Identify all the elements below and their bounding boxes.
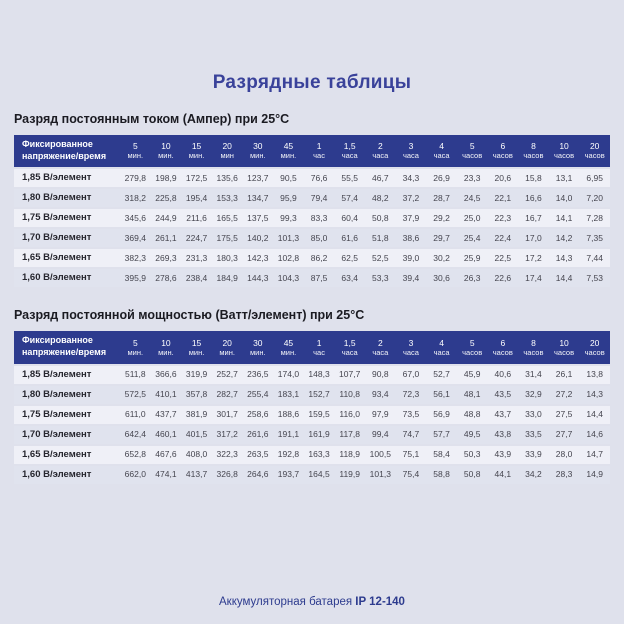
column-header: 15 мин. <box>181 331 212 363</box>
value-cell: 22,4 <box>488 229 519 247</box>
value-cell: 43,7 <box>488 406 519 424</box>
value-cell: 395,9 <box>120 269 151 287</box>
column-header: 8 часов <box>518 135 549 167</box>
value-cell: 134,7 <box>243 189 274 207</box>
table-row <box>14 209 610 227</box>
value-cell: 279,8 <box>120 169 151 187</box>
value-cell: 56,1 <box>426 386 457 404</box>
value-cell: 34,2 <box>518 466 549 484</box>
value-cell: 236,5 <box>243 366 274 384</box>
value-cell: 101,3 <box>365 466 396 484</box>
column-header: 20 часов <box>579 331 610 363</box>
table-row <box>14 366 610 384</box>
value-cell: 258,6 <box>243 406 274 424</box>
column-header: 5 мин. <box>120 331 151 363</box>
value-cell: 164,5 <box>304 466 335 484</box>
column-header: 10 часов <box>549 331 580 363</box>
column-header: 5 часов <box>457 331 488 363</box>
value-cell: 56,9 <box>426 406 457 424</box>
value-cell: 345,6 <box>120 209 151 227</box>
value-cell: 27,2 <box>549 386 580 404</box>
value-cell: 37,9 <box>396 209 427 227</box>
value-cell: 14,3 <box>549 249 580 267</box>
value-cell: 369,4 <box>120 229 151 247</box>
value-cell: 413,7 <box>181 466 212 484</box>
value-cell: 39,4 <box>396 269 427 287</box>
value-cell: 50,3 <box>457 446 488 464</box>
value-cell: 317,2 <box>212 426 243 444</box>
row-label: 1,80 В/элемент <box>14 386 120 404</box>
value-cell: 118,9 <box>334 446 365 464</box>
value-cell: 100,5 <box>365 446 396 464</box>
value-cell: 75,1 <box>396 446 427 464</box>
value-cell: 50,8 <box>365 209 396 227</box>
value-cell: 57,4 <box>334 189 365 207</box>
section-heading-power: Разряд постоянной мощностью (Ватт/элемент) при 25°C <box>14 308 365 323</box>
value-cell: 119,9 <box>334 466 365 484</box>
row-label: 1,65 В/элемент <box>14 446 120 464</box>
column-header: 5 часов <box>457 135 488 167</box>
column-header: 30 мин. <box>243 331 274 363</box>
value-cell: 15,8 <box>518 169 549 187</box>
row-label: 1,70 В/элемент <box>14 229 120 247</box>
column-header: 6 часов <box>488 135 519 167</box>
value-cell: 20,6 <box>488 169 519 187</box>
discharge-table-constant-current <box>14 133 610 289</box>
value-cell: 117,8 <box>334 426 365 444</box>
value-cell: 24,5 <box>457 189 488 207</box>
section-heading-current: Разряд постоянным током (Ампер) при 25°C <box>14 112 290 126</box>
value-cell: 326,8 <box>212 466 243 484</box>
value-cell: 43,5 <box>488 386 519 404</box>
table-row <box>14 249 610 267</box>
value-cell: 116,0 <box>334 406 365 424</box>
value-cell: 95,9 <box>273 189 304 207</box>
value-cell: 48,2 <box>365 189 396 207</box>
value-cell: 148,3 <box>304 366 335 384</box>
value-cell: 165,5 <box>212 209 243 227</box>
value-cell: 357,8 <box>181 386 212 404</box>
value-cell: 101,3 <box>273 229 304 247</box>
value-cell: 40,6 <box>488 366 519 384</box>
value-cell: 159,5 <box>304 406 335 424</box>
value-cell: 282,7 <box>212 386 243 404</box>
value-cell: 14,2 <box>549 229 580 247</box>
value-cell: 33,0 <box>518 406 549 424</box>
value-cell: 195,4 <box>181 189 212 207</box>
value-cell: 410,1 <box>151 386 182 404</box>
value-cell: 104,3 <box>273 269 304 287</box>
column-header: 8 часов <box>518 331 549 363</box>
fixed-voltage-time-header: Фиксированное напряжение/время <box>14 331 120 363</box>
value-cell: 652,8 <box>120 446 151 464</box>
value-cell: 14,6 <box>579 426 610 444</box>
value-cell: 382,3 <box>120 249 151 267</box>
value-cell: 153,3 <box>212 189 243 207</box>
value-cell: 7,20 <box>579 189 610 207</box>
row-label: 1,85 В/элемент <box>14 169 120 187</box>
value-cell: 7,35 <box>579 229 610 247</box>
value-cell: 662,0 <box>120 466 151 484</box>
value-cell: 224,7 <box>181 229 212 247</box>
column-header: 45 мин. <box>273 331 304 363</box>
value-cell: 48,8 <box>457 406 488 424</box>
value-cell: 31,4 <box>518 366 549 384</box>
value-cell: 17,4 <box>518 269 549 287</box>
value-cell: 319,9 <box>181 366 212 384</box>
value-cell: 25,4 <box>457 229 488 247</box>
value-cell: 408,0 <box>181 446 212 464</box>
value-cell: 13,8 <box>579 366 610 384</box>
table-row <box>14 269 610 287</box>
table-row <box>14 386 610 404</box>
column-header: 4 часа <box>426 331 457 363</box>
value-cell: 43,8 <box>488 426 519 444</box>
value-cell: 28,3 <box>549 466 580 484</box>
value-cell: 90,5 <box>273 169 304 187</box>
value-cell: 318,2 <box>120 189 151 207</box>
footer-text: Аккумуляторная батарея <box>219 596 353 608</box>
row-label: 1,65 В/элемент <box>14 249 120 267</box>
value-cell: 152,7 <box>304 386 335 404</box>
value-cell: 93,4 <box>365 386 396 404</box>
row-label: 1,85 В/элемент <box>14 366 120 384</box>
value-cell: 175,5 <box>212 229 243 247</box>
value-cell: 46,7 <box>365 169 396 187</box>
value-cell: 26,9 <box>426 169 457 187</box>
value-cell: 191,1 <box>273 426 304 444</box>
value-cell: 7,44 <box>579 249 610 267</box>
value-cell: 45,9 <box>457 366 488 384</box>
value-cell: 17,2 <box>518 249 549 267</box>
row-label: 1,60 В/элемент <box>14 466 120 484</box>
table-header-row <box>14 135 610 167</box>
fixed-voltage-time-header: Фиксированное напряжение/время <box>14 135 120 167</box>
value-cell: 49,5 <box>457 426 488 444</box>
column-header: 10 часов <box>549 135 580 167</box>
value-cell: 238,4 <box>181 269 212 287</box>
value-cell: 161,9 <box>304 426 335 444</box>
value-cell: 53,3 <box>365 269 396 287</box>
value-cell: 6,95 <box>579 169 610 187</box>
value-cell: 140,2 <box>243 229 274 247</box>
value-cell: 135,6 <box>212 169 243 187</box>
value-cell: 27,5 <box>549 406 580 424</box>
table-row <box>14 229 610 247</box>
value-cell: 25,9 <box>457 249 488 267</box>
value-cell: 611,0 <box>120 406 151 424</box>
value-cell: 211,6 <box>181 209 212 227</box>
value-cell: 322,3 <box>212 446 243 464</box>
value-cell: 252,7 <box>212 366 243 384</box>
value-cell: 261,1 <box>151 229 182 247</box>
value-cell: 163,3 <box>304 446 335 464</box>
value-cell: 225,8 <box>151 189 182 207</box>
value-cell: 30,6 <box>426 269 457 287</box>
value-cell: 26,3 <box>457 269 488 287</box>
value-cell: 60,4 <box>334 209 365 227</box>
value-cell: 99,3 <box>273 209 304 227</box>
value-cell: 467,6 <box>151 446 182 464</box>
column-header: 4 часа <box>426 135 457 167</box>
value-cell: 301,7 <box>212 406 243 424</box>
value-cell: 27,7 <box>549 426 580 444</box>
value-cell: 48,1 <box>457 386 488 404</box>
value-cell: 172,5 <box>181 169 212 187</box>
value-cell: 107,7 <box>334 366 365 384</box>
value-cell: 51,8 <box>365 229 396 247</box>
table-header-row <box>14 331 610 363</box>
value-cell: 7,53 <box>579 269 610 287</box>
footer <box>0 596 624 608</box>
value-cell: 22,6 <box>488 269 519 287</box>
row-label: 1,75 В/элемент <box>14 209 120 227</box>
row-label: 1,60 В/элемент <box>14 269 120 287</box>
value-cell: 244,9 <box>151 209 182 227</box>
column-header: 1,5 часа <box>334 331 365 363</box>
value-cell: 30,2 <box>426 249 457 267</box>
row-label: 1,70 В/элемент <box>14 426 120 444</box>
value-cell: 123,7 <box>243 169 274 187</box>
value-cell: 58,4 <box>426 446 457 464</box>
column-header: 6 часов <box>488 331 519 363</box>
value-cell: 14,4 <box>549 269 580 287</box>
value-cell: 14,9 <box>579 466 610 484</box>
value-cell: 55,5 <box>334 169 365 187</box>
value-cell: 263,5 <box>243 446 274 464</box>
value-cell: 28,7 <box>426 189 457 207</box>
value-cell: 261,6 <box>243 426 274 444</box>
value-cell: 255,4 <box>243 386 274 404</box>
value-cell: 26,1 <box>549 366 580 384</box>
value-cell: 62,5 <box>334 249 365 267</box>
column-header: 1 час <box>304 331 335 363</box>
value-cell: 137,5 <box>243 209 274 227</box>
value-cell: 16,6 <box>518 189 549 207</box>
value-cell: 110,8 <box>334 386 365 404</box>
value-cell: 511,8 <box>120 366 151 384</box>
column-header: 20 мин. <box>212 331 243 363</box>
value-cell: 22,5 <box>488 249 519 267</box>
value-cell: 7,28 <box>579 209 610 227</box>
value-cell: 29,2 <box>426 209 457 227</box>
discharge-table-constant-power <box>14 329 610 485</box>
value-cell: 366,6 <box>151 366 182 384</box>
column-header: 2 часа <box>365 135 396 167</box>
value-cell: 39,0 <box>396 249 427 267</box>
value-cell: 642,4 <box>120 426 151 444</box>
value-cell: 29,7 <box>426 229 457 247</box>
value-cell: 44,1 <box>488 466 519 484</box>
column-header: 45 мин. <box>273 135 304 167</box>
value-cell: 264,6 <box>243 466 274 484</box>
value-cell: 33,5 <box>518 426 549 444</box>
value-cell: 231,3 <box>181 249 212 267</box>
row-label: 1,80 В/элемент <box>14 189 120 207</box>
value-cell: 99,4 <box>365 426 396 444</box>
table-row <box>14 466 610 484</box>
value-cell: 67,0 <box>396 366 427 384</box>
value-cell: 52,5 <box>365 249 396 267</box>
column-header: 15 мин. <box>181 135 212 167</box>
column-header: 30 мин. <box>243 135 274 167</box>
value-cell: 14,4 <box>579 406 610 424</box>
value-cell: 75,4 <box>396 466 427 484</box>
value-cell: 14,7 <box>579 446 610 464</box>
value-cell: 90,8 <box>365 366 396 384</box>
value-cell: 198,9 <box>151 169 182 187</box>
column-header: 1,5 часа <box>334 135 365 167</box>
value-cell: 193,7 <box>273 466 304 484</box>
value-cell: 43,9 <box>488 446 519 464</box>
column-header: 3 часа <box>396 331 427 363</box>
value-cell: 33,9 <box>518 446 549 464</box>
value-cell: 22,3 <box>488 209 519 227</box>
value-cell: 192,8 <box>273 446 304 464</box>
column-header: 20 мин <box>212 135 243 167</box>
column-header: 5 мин. <box>120 135 151 167</box>
value-cell: 14,1 <box>549 209 580 227</box>
value-cell: 572,5 <box>120 386 151 404</box>
value-cell: 437,7 <box>151 406 182 424</box>
value-cell: 28,0 <box>549 446 580 464</box>
value-cell: 83,3 <box>304 209 335 227</box>
value-cell: 34,3 <box>396 169 427 187</box>
value-cell: 85,0 <box>304 229 335 247</box>
value-cell: 38,6 <box>396 229 427 247</box>
value-cell: 401,5 <box>181 426 212 444</box>
value-cell: 72,3 <box>396 386 427 404</box>
table-row <box>14 446 610 464</box>
value-cell: 188,6 <box>273 406 304 424</box>
battery-model-label: IP 12-140 <box>355 596 405 608</box>
value-cell: 460,1 <box>151 426 182 444</box>
value-cell: 25,0 <box>457 209 488 227</box>
value-cell: 58,8 <box>426 466 457 484</box>
value-cell: 74,7 <box>396 426 427 444</box>
value-cell: 142,3 <box>243 249 274 267</box>
value-cell: 13,1 <box>549 169 580 187</box>
value-cell: 174,0 <box>273 366 304 384</box>
value-cell: 87,5 <box>304 269 335 287</box>
value-cell: 144,3 <box>243 269 274 287</box>
value-cell: 14,3 <box>579 386 610 404</box>
value-cell: 57,7 <box>426 426 457 444</box>
value-cell: 86,2 <box>304 249 335 267</box>
table-row <box>14 406 610 424</box>
value-cell: 474,1 <box>151 466 182 484</box>
value-cell: 183,1 <box>273 386 304 404</box>
value-cell: 79,4 <box>304 189 335 207</box>
table-row <box>14 169 610 187</box>
value-cell: 184,9 <box>212 269 243 287</box>
column-header: 10 мин. <box>151 331 182 363</box>
column-header: 10 мин. <box>151 135 182 167</box>
value-cell: 32,9 <box>518 386 549 404</box>
value-cell: 37,2 <box>396 189 427 207</box>
value-cell: 17,0 <box>518 229 549 247</box>
table-row <box>14 189 610 207</box>
column-header: 2 часа <box>365 331 396 363</box>
value-cell: 180,3 <box>212 249 243 267</box>
table-row <box>14 426 610 444</box>
value-cell: 76,6 <box>304 169 335 187</box>
column-header: 20 часов <box>579 135 610 167</box>
value-cell: 50,8 <box>457 466 488 484</box>
value-cell: 381,9 <box>181 406 212 424</box>
value-cell: 23,3 <box>457 169 488 187</box>
column-header: 3 часа <box>396 135 427 167</box>
value-cell: 22,1 <box>488 189 519 207</box>
row-label: 1,75 В/элемент <box>14 406 120 424</box>
column-header: 1 час <box>304 135 335 167</box>
page-title: Разрядные таблицы <box>212 72 412 93</box>
value-cell: 269,3 <box>151 249 182 267</box>
value-cell: 97,9 <box>365 406 396 424</box>
value-cell: 73,5 <box>396 406 427 424</box>
value-cell: 102,8 <box>273 249 304 267</box>
value-cell: 16,7 <box>518 209 549 227</box>
value-cell: 63,4 <box>334 269 365 287</box>
value-cell: 52,7 <box>426 366 457 384</box>
value-cell: 61,6 <box>334 229 365 247</box>
value-cell: 278,6 <box>151 269 182 287</box>
value-cell: 14,0 <box>549 189 580 207</box>
